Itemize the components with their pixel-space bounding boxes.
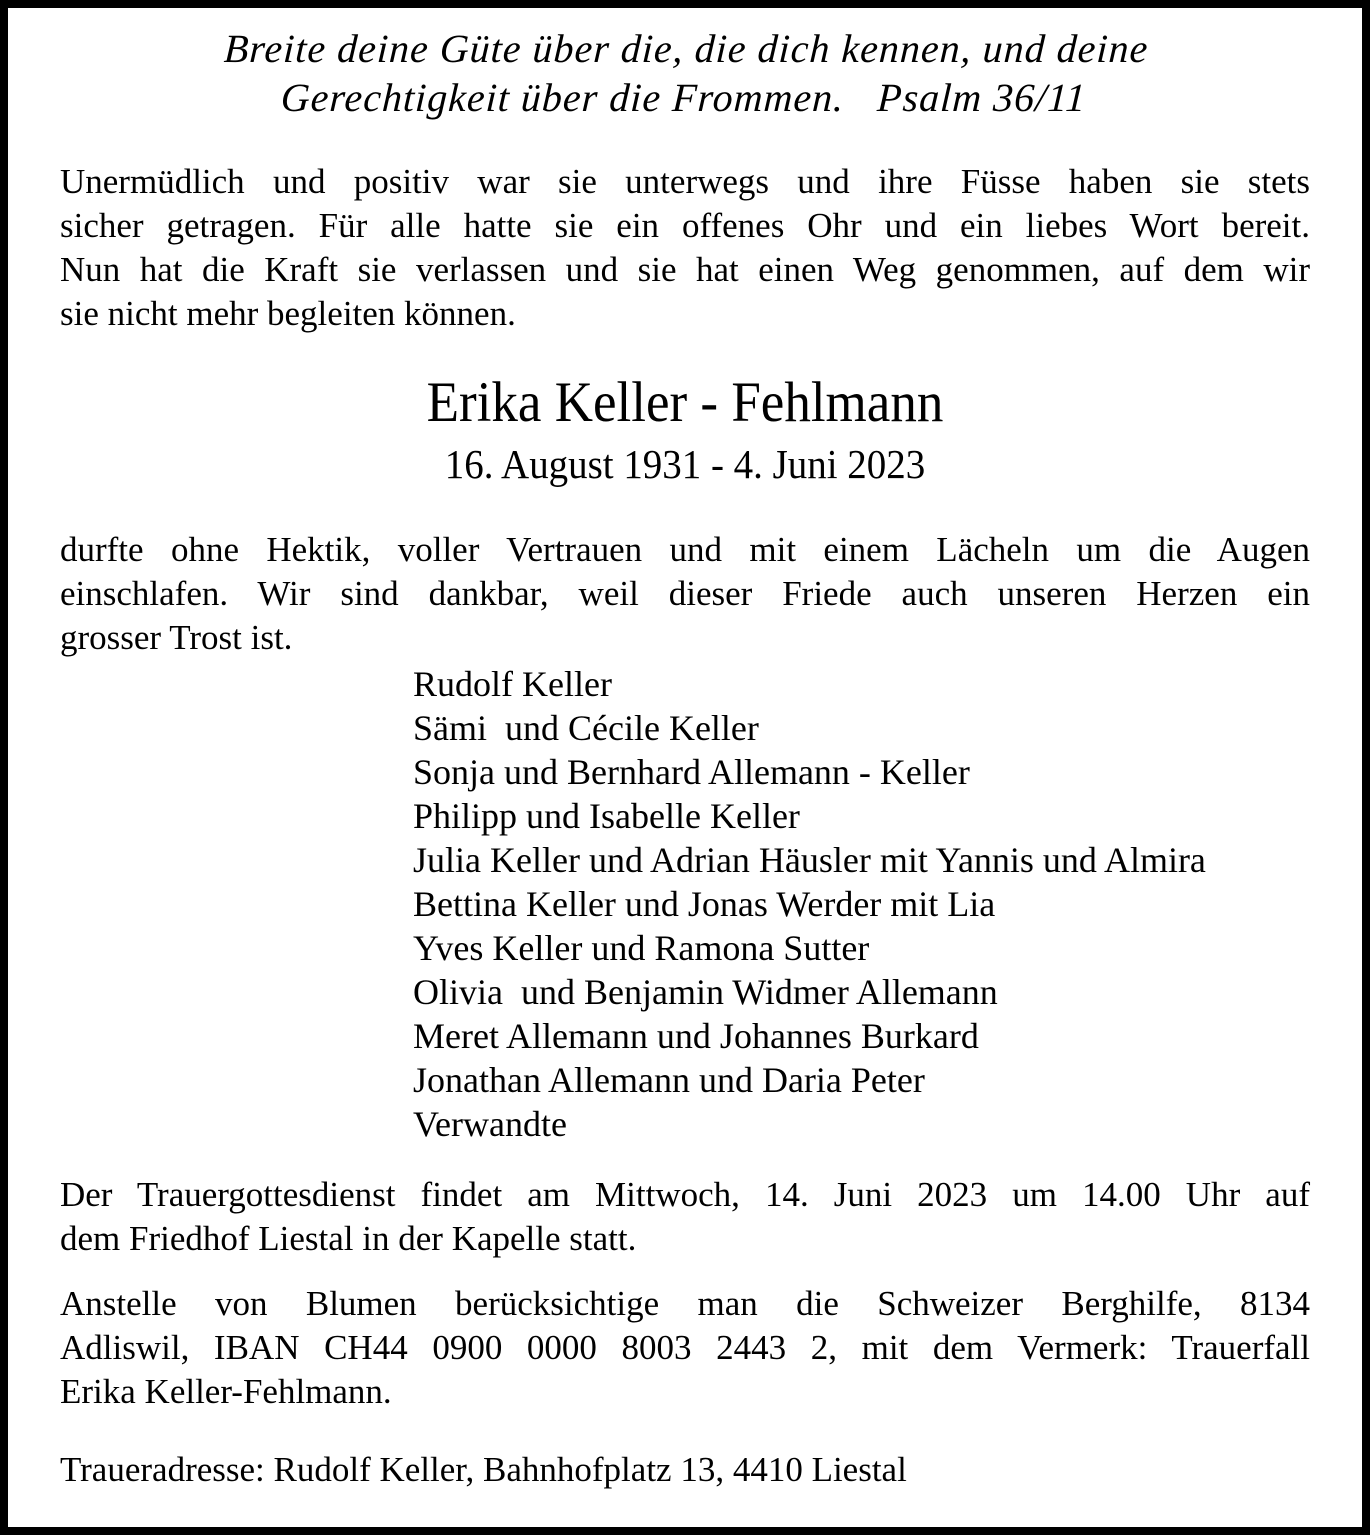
passing-paragraph — [60, 528, 1310, 660]
deceased-name: Erika Keller - Fehlmann — [426, 371, 944, 434]
service-line: dem Friedhof Liestal in der Kapelle statt. — [60, 1219, 637, 1258]
intro-paragraph — [60, 160, 1310, 336]
life-dates: 16. August 1931 - 4. Juni 2023 — [444, 441, 926, 487]
mourner-line: Yves Keller und Ramona Sutter — [413, 928, 870, 968]
service-line: Der Trauergottesdienst findet am Mittwoch, 14. Juni 2023 um 14.00 Uhr auf — [60, 1175, 1310, 1214]
quote-line-1: Breite deine Güte über die, die dich kennen, und deine — [222, 26, 1150, 71]
intro-line: sie nicht mehr begleiten können. — [60, 294, 516, 333]
mourner-line: Olivia und Benjamin Widmer Allemann — [413, 972, 998, 1012]
bible-quote — [0, 24, 1370, 122]
passing-line: einschlafen. Wir sind dankbar, weil dieser Friede auch unseren Herzen ein — [60, 574, 1310, 613]
passing-line: durfte ohne Hektik, voller Vertrauen und mit einem Lächeln um die Augen — [60, 530, 1310, 569]
donations-line: Erika Keller-Fehlmann. — [60, 1372, 392, 1411]
passing-line: grosser Trost ist. — [60, 618, 293, 657]
mourner-line: Jonathan Allemann und Daria Peter — [413, 1060, 925, 1100]
donations-paragraph — [60, 1282, 1310, 1414]
mourner-line: Verwandte — [413, 1104, 567, 1144]
mourner-line: Sonja und Bernhard Allemann - Keller — [413, 752, 970, 792]
quote-line-2: Gerechtigkeit über die Frommen. Psalm 36/11 — [279, 75, 1088, 120]
mourner-line: Meret Allemann und Johannes Burkard — [413, 1016, 979, 1056]
mourner-line: Julia Keller und Adrian Häusler mit Yannis und Almira — [413, 840, 1206, 880]
mourner-line: Philipp und Isabelle Keller — [413, 796, 800, 836]
intro-line: Nun hat die Kraft sie verlassen und sie hat einen Weg genommen, auf dem wir — [60, 250, 1310, 289]
mourner-line: Sämi und Cécile Keller — [413, 708, 759, 748]
donations-line: Adliswil, IBAN CH44 0900 0000 8003 2443 2, mit dem Vermerk: Trauerfall — [60, 1328, 1310, 1367]
intro-line: sicher getragen. Für alle hatte sie ein offenes Ohr und ein liebes Wort bereit. — [60, 206, 1310, 245]
service-paragraph — [60, 1173, 1310, 1261]
mourners-list — [413, 662, 1206, 1146]
mourner-line: Rudolf Keller — [413, 664, 612, 704]
mourner-line: Bettina Keller und Jonas Werder mit Lia — [413, 884, 996, 924]
mourning-address: Traueradresse: Rudolf Keller, Bahnhofplatz 13, 4410 Liestal — [60, 1450, 907, 1489]
donations-line: Anstelle von Blumen berücksichtige man die Schweizer Berghilfe, 8134 — [60, 1284, 1310, 1323]
intro-line: Unermüdlich und positiv war sie unterwegs und ihre Füsse haben sie stets — [60, 162, 1310, 201]
